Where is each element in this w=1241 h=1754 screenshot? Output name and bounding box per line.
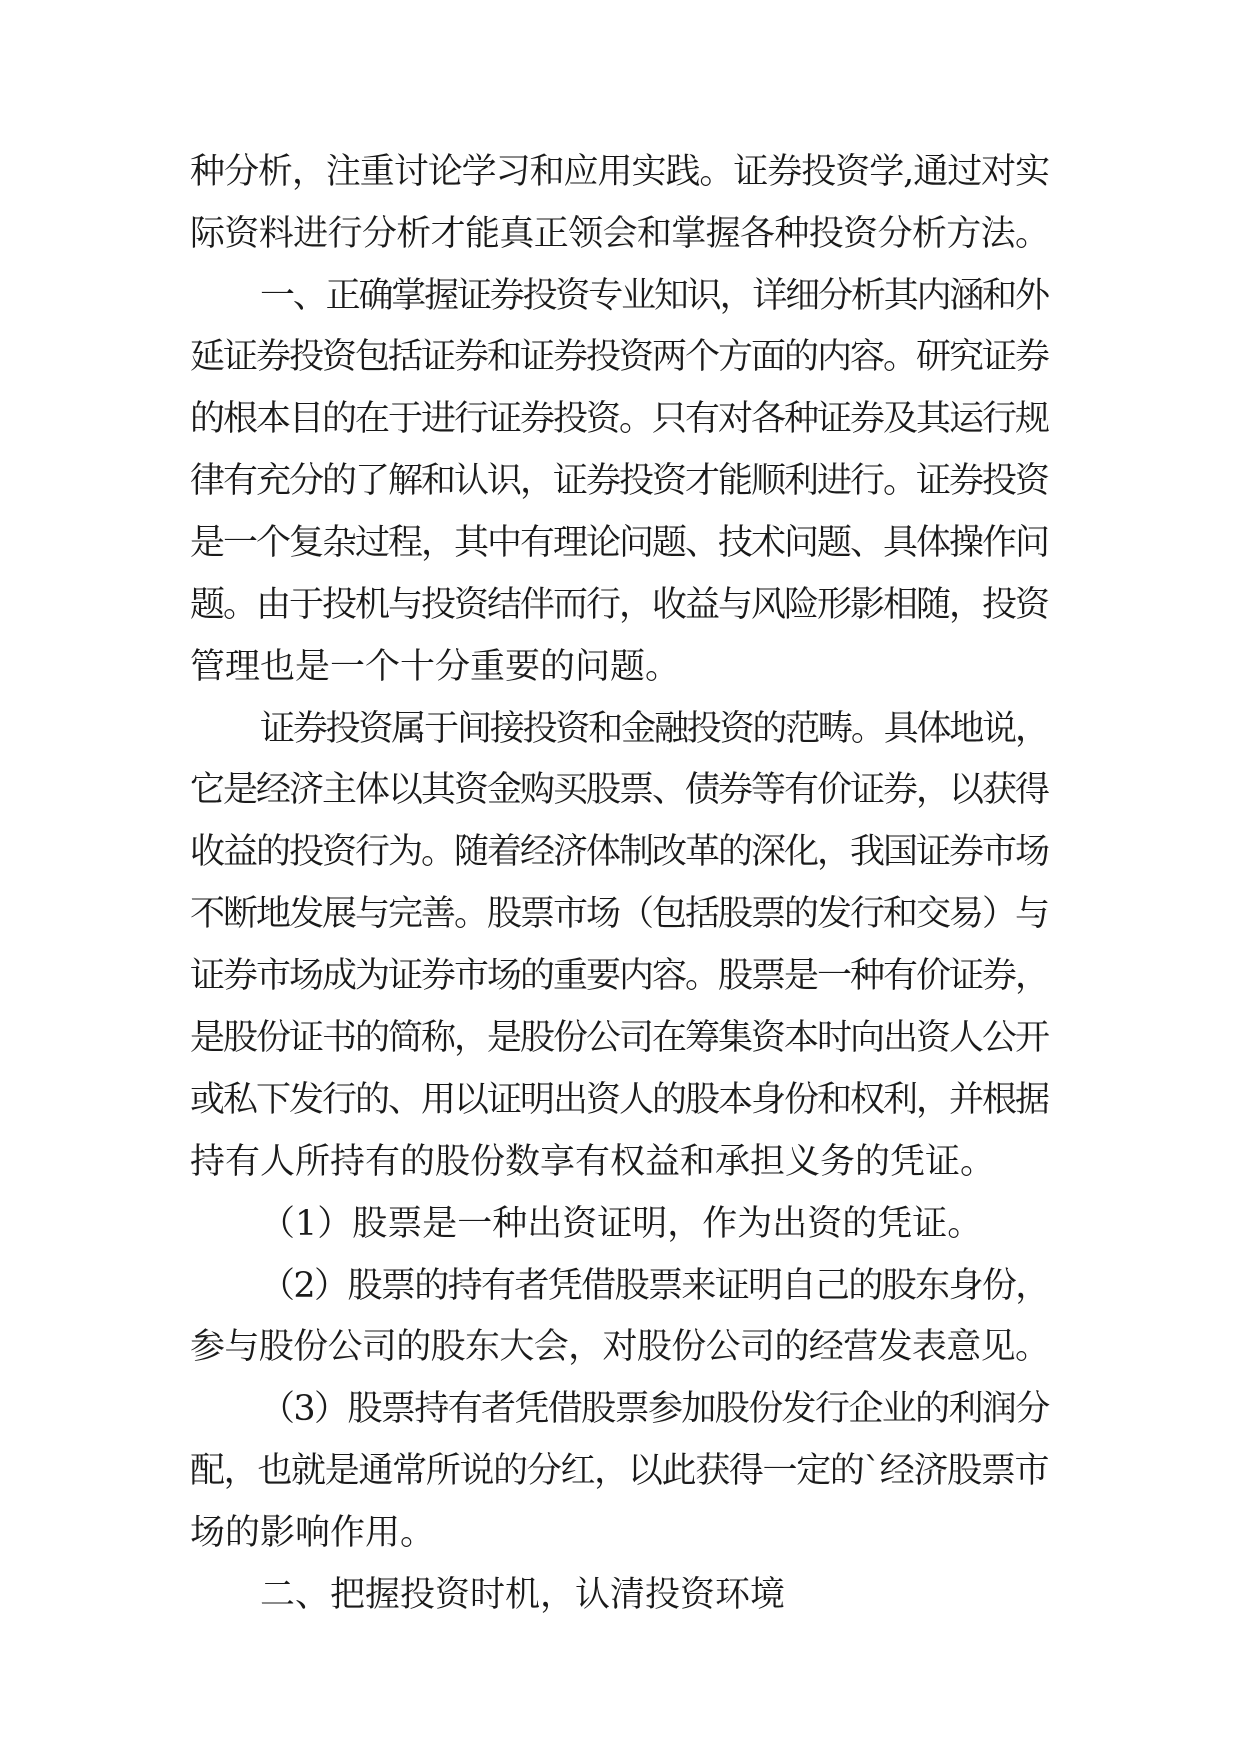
text-line: 律有充分的了解和认识，证券投资才能顺利进行。证券投资 [190,461,1049,501]
section-heading: 一、正确掌握证券投资专业知识，详细分析其内涵和外 [260,276,1048,316]
text-line: 际资料进行分析才能真正领会和掌握各种投资分析方法。 [190,214,1050,254]
text-line: 持有人所持有的股份数享有权益和承担义务的凭证。 [190,1142,996,1182]
text-line: 场的影响作用。 [190,1513,436,1553]
list-item: （2）股票的持有者凭借股票来证明自己的股东身份， [260,1266,1049,1306]
list-item: （3）股票持有者凭借股票参加股份发行企业的利润分 [260,1389,1049,1429]
text-line: 种分析，注重讨论学习和应用实践。证券投资学,通过对实 [190,152,1050,192]
text-line: 它是经济主体以其资金购买股票、债券等有价证券，以获得 [190,770,1049,810]
text-line: 或私下发行的、用以证明出资人的股本身份和权利，并根据 [190,1080,1049,1120]
section-heading: 二、把握投资时机，认清投资环境 [260,1575,786,1615]
text-line: 管理也是一个十分重要的问题。 [190,647,681,687]
text-line: 是股份证书的简称，是股份公司在筹集资本时向出资人公开 [190,1018,1049,1058]
list-item: （1）股票是一种出资证明，作为出资的凭证。 [260,1204,983,1244]
text-line: 题。由于投机与投资结伴而行，收益与风险形影相随，投资 [190,585,1049,625]
text-line: 收益的投资行为。随着经济体制改革的深化，我国证券市场 [190,832,1049,872]
text-line: 参与股份公司的股东大会，对股份公司的经营发表意见。 [190,1327,1050,1367]
text-line: 证券投资属于间接投资和金融投资的范畴。具体地说， [260,709,1048,749]
text-line: 配，也就是通常所说的分红，以此获得一定的`经济股票市 [190,1451,1049,1491]
text-line: 不断地发展与完善。股票市场（包括股票的发行和交易）与 [190,894,1049,934]
text-line: 证券市场成为证券市场的重要内容。股票是一种有价证券， [190,956,1049,996]
text-line: 的根本目的在于进行证券投资。只有对各种证券及其运行规 [190,399,1049,439]
text-line: 是一个复杂过程，其中有理论问题、技术问题、具体操作问 [190,523,1049,563]
text-line: 延证券投资包括证券和证券投资两个方面的内容。研究证券 [190,337,1049,377]
